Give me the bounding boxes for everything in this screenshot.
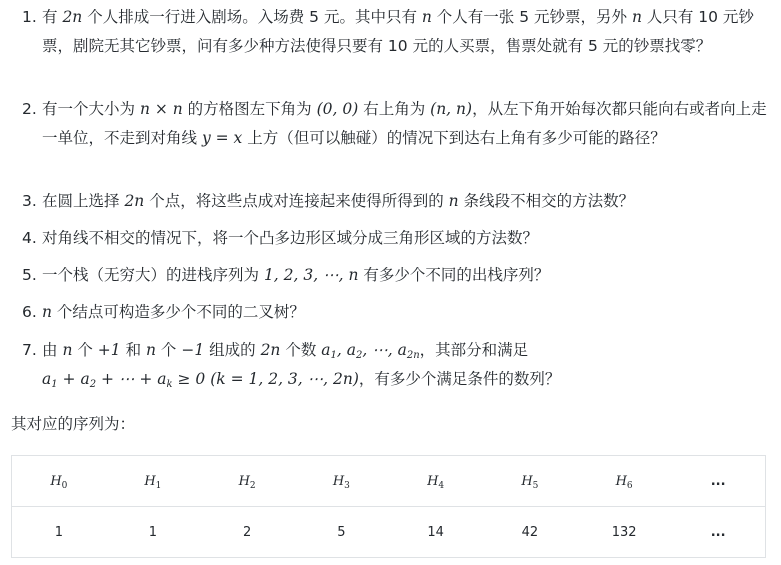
- problem-number: 7.: [22, 341, 37, 359]
- math-expression: $a_1$, $a_2$, ⋯, $a_{2n}$: [321, 341, 420, 361]
- problem-5: 5. 一个栈（无穷大）的进栈序列为 1, 2, 3, ⋯, n 有多少个不同的出栈序列？: [42, 261, 772, 290]
- problem-7: 7. 由 n 个 +1 和 n 个 −1 组成的 2n 个数 $a_1$, $a_2$, ⋯, $a_{2n}$，其部分和满足 $a_1 + a_2$ + ⋯ + $a_k \ge 0$ (k = 1, 2, 3, ⋯, 2n)，有多少个满足条件的数列？: [42, 336, 772, 393]
- table-row: [12, 507, 766, 558]
- problem-number: 3.: [22, 192, 37, 210]
- problem-number: 4.: [22, 229, 37, 247]
- math-expression: 2n: [260, 341, 281, 359]
- table-header-cell: $H_6$: [577, 456, 671, 507]
- math-expression: n × n: [139, 100, 183, 118]
- math-expression: n: [42, 303, 52, 321]
- table-cell: 1: [148, 524, 158, 540]
- table-cell: 14: [427, 524, 444, 540]
- problem-6: 6. n 个结点可构造多少个不同的二叉树？: [42, 298, 772, 327]
- problem-number: 5.: [22, 266, 37, 284]
- table-header-cell: $H_3$: [294, 456, 388, 507]
- math-expression: 1, 2, 3, ⋯, n: [263, 266, 359, 284]
- problem-1: 1. 有 2n 个人排成一行进入剧场。入场费 5 元。其中只有 n 个人有一张 5 元钞票，另外 n 人只有 10 元钞票，剧院无其它钞票，问有多少种方法使得只要有 10 元的人买票，售票处就有 5 元的钞票找零？: [42, 3, 772, 60]
- math-expression: n: [421, 8, 432, 26]
- table-cell: 132: [611, 524, 637, 540]
- table-header-cell: $H_5$: [483, 456, 577, 507]
- math-expression: n: [448, 192, 459, 210]
- table-cell: 5: [337, 524, 346, 540]
- table-header-cell: $H_2$: [200, 456, 294, 507]
- problem-3: 3. 在圆上选择 2n 个点，将这些点成对连接起来使得所得到的 n 条线段不相交的方法数？: [42, 187, 772, 216]
- problem-4: 4. 对角线不相交的情况下，将一个凸多边形区域分成三角形区域的方法数？: [42, 224, 772, 253]
- table-cell: 42: [521, 524, 539, 540]
- math-expression: (n, n): [430, 100, 473, 118]
- sequence-intro: 其对应的序列为：: [11, 415, 136, 433]
- table-header-cell: $H_4$: [389, 456, 483, 507]
- math-expression: n: [62, 341, 73, 359]
- math-expression: (0, 0): [316, 100, 359, 118]
- table-header-cell: $H_0$: [12, 456, 106, 507]
- table-cell: ...: [710, 524, 726, 540]
- table-header-cell: ...: [671, 456, 765, 507]
- problem-number: 2.: [22, 100, 37, 118]
- math-expression: −1: [181, 341, 205, 359]
- math-expression: 2n: [124, 192, 145, 210]
- math-expression: 2n: [62, 8, 83, 26]
- table-cell: 1: [54, 524, 64, 540]
- problem-number: 1.: [22, 8, 37, 26]
- math-expression: n: [146, 341, 156, 359]
- math-expression: +1: [97, 341, 121, 359]
- table-header-row: [12, 456, 766, 507]
- problem-2: 2. 有一个大小为 n × n 的方格图左下角为 (0, 0) 右上角为 (n, n)，从左下角开始每次都只能向右或者向上走一单位，不走到对角线 y = x 上方（但可以触碰）的情况下到达右上角有多少可能的路径？: [42, 95, 772, 152]
- math-expression: y = x: [201, 128, 243, 147]
- table-header-cell: $H_1$: [106, 456, 200, 507]
- problem-number: 6.: [22, 303, 37, 321]
- catalan-sequence-table: [11, 455, 766, 558]
- math-expression: n: [631, 8, 642, 26]
- table-cell: 2: [242, 524, 252, 540]
- math-expression: $a_1 + a_2$ + ⋯ + $a_k \ge 0$ (k = 1, 2, 3, ⋯, 2n): [42, 369, 359, 390]
